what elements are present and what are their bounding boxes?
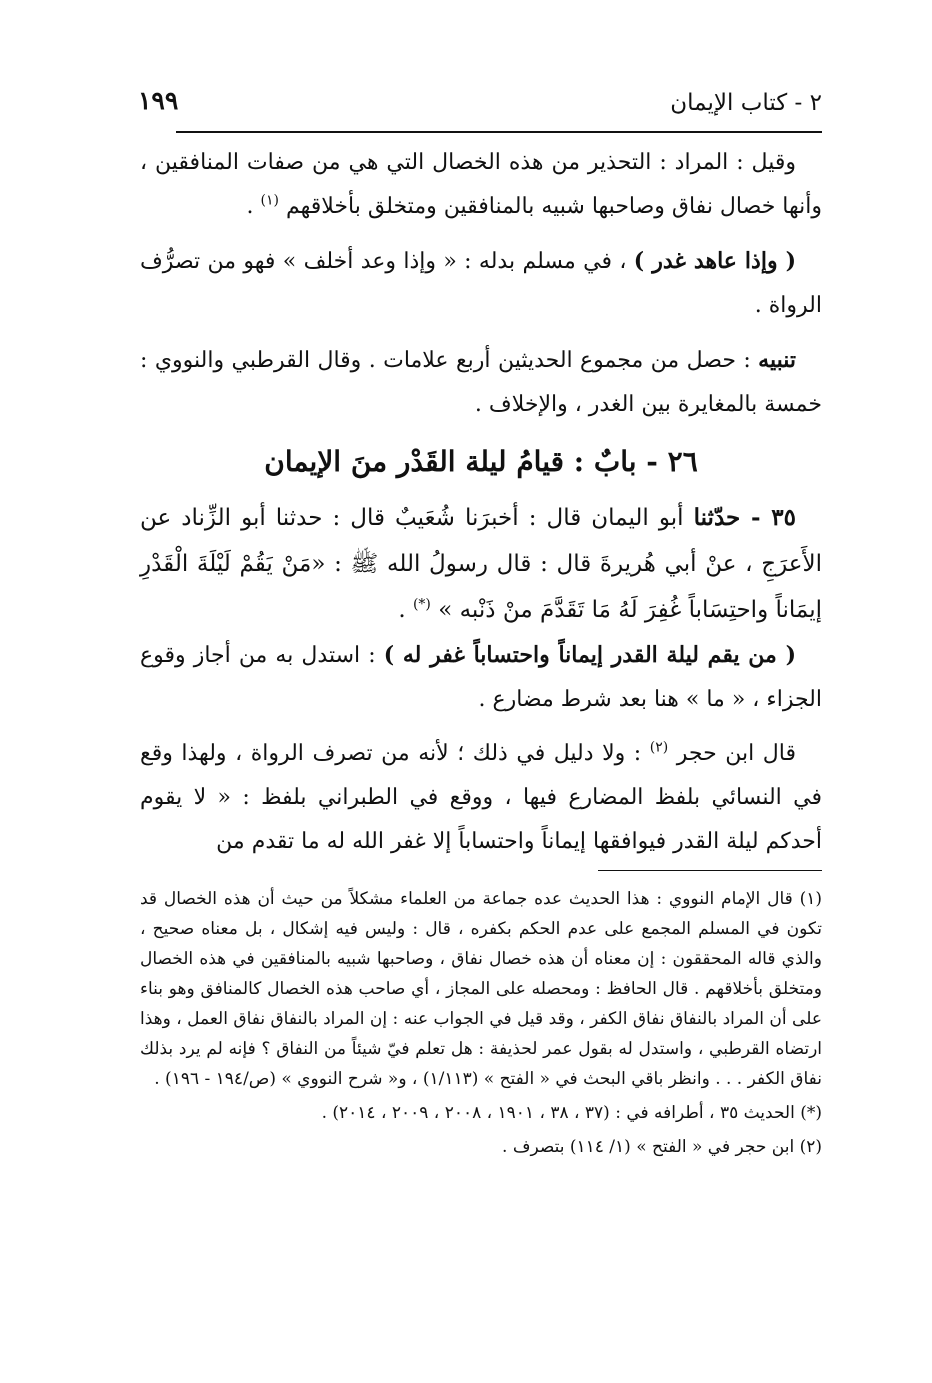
page-header xyxy=(138,86,822,126)
header-rule xyxy=(176,131,822,133)
paragraph-start: قال ابن حجر xyxy=(668,741,796,766)
footnote-1: (١) قال الإمام النووي : هذا الحديث عده جماعة من العلماء مشكلاً من حيث أن هذه الخصال قد تكون في المسلم المجمع على عدم الحكم بكفره ، قال : وليس فيه إشكال ، بل معناه صحيح ، والذي قاله المحققون : إن معناه أن هذه خصال نفاق ، وصاحبها شبيه بالمنافقين في هذه الخصال ومتخلق بأخلاقهم . قال الحافظ : ومحصله على المجاز ، أي صاحب هذه الخصال كالمنافق وهو بناء على أن المراد بالنفاق نفاق الكفر ، وقد قيل في الجواب عنه : إن المراد بالنفاق نفاق العمل ، وهذا ارتضاه القرطبي ، واستدل له بقول عمر لحذيفة : هل تعلم فيّ شيئاً من النفاق ؟ فإنه لم يرد بذلك نفاق الكفر . . . وانظر باقي البحث في « الفتح » (١/١١٣) ، و« شرح النووي » (ص/١٩٤ - ١٩٦) . xyxy=(140,889,822,1089)
paragraph-note xyxy=(140,338,822,427)
running-title: ٢ - كتاب الإيمان xyxy=(670,90,822,116)
note-label: تنبيه xyxy=(758,347,796,373)
paragraph-end: . xyxy=(246,194,261,219)
quoted-phrase: ( وإذا عاهد غدر ) xyxy=(633,248,796,274)
hadith-body: أبو اليمان قال : أخبرَنا شُعَيبٌ قال : حدثنا أبو الزِّناد عن الأَعرَجِ ، عنْ أبي هُريرةَ قال : قال رسولُ الله ﷺ : «مَنْ يَقُمْ لَيْلَةَ الْقَدْرِ إيمَاناً واحتِسَاباً غُفِرَ لَهُ مَا تَقَدَّمَ منْ ذَنْبه » xyxy=(140,505,822,623)
hadith-text xyxy=(140,495,822,633)
quoted-phrase: ( من يقم ليلة القدر إيماناً واحتساباً غفر له ) xyxy=(383,642,796,668)
paragraph-text: : استدل به من أجاز وقوع الجزاء ، « ما » هنا بعد شرط مضارع . xyxy=(140,643,822,712)
paragraph-text: : ولا دليل في ذلك ؛ لأنه من تصرف الرواة ، ولهذا وقع في النسائي بلفظ المضارع فيها ، ووقع في الطبراني بلفظ : « لا يقوم أحدكم ليلة القدر فيوافقها إيماناً واحتساباً إلا غفر الله له ما تقدم من xyxy=(140,741,822,854)
footnotes xyxy=(140,884,822,1162)
hadith-end: . xyxy=(398,597,413,623)
paragraph-commentary-3 xyxy=(140,633,822,722)
footnote-ref-1: (١) xyxy=(260,192,279,209)
paragraph-text: : حصل من مجموع الحديثين أربع علامات . وقال القرطبي والنووي : خمسة بالمغايرة بين الغدر ، والإخلاف . xyxy=(140,348,822,417)
paragraph-commentary-1 xyxy=(140,141,822,229)
hadith-number: ٣٥ - حدّثنا xyxy=(693,504,796,531)
footnote-ref-2: (٢) xyxy=(649,739,669,756)
paragraph-text: ، في مسلم بدله : « وإذا وعد أخلف » فهو من تصرُّف الرواة . xyxy=(140,249,822,318)
footnote-ref-star: (*) xyxy=(412,596,431,613)
chapter-heading: ٢٦ - بابٌ : قيامُ ليلة القَدْر منَ الإيمان xyxy=(264,445,698,478)
main-text xyxy=(140,141,822,864)
footnote-2: (٢) ابن حجر في « الفتح » (١/ ١١٤) بتصرف . xyxy=(502,1137,822,1157)
footnote-separator xyxy=(598,870,822,871)
footnote-star: (*) الحديث ٣٥ ، أطرافه في : (٣٧ ، ٣٨ ، ١٩٠١ ، ٢٠٠٨ ، ٢٠٠٩ ، ٢٠١٤) . xyxy=(321,1103,822,1123)
paragraph-commentary-2 xyxy=(140,239,822,328)
paragraph-text: وقيل : المراد : التحذير من هذه الخصال التي هي من صفات المنافقين ، وأنها خصال نفاق وصاحبها شبيه بالمنافقين ومتخلق بأخلاقهم xyxy=(140,150,822,219)
page-number: ١٩٩ xyxy=(138,86,179,115)
paragraph-commentary-4 xyxy=(140,732,822,864)
